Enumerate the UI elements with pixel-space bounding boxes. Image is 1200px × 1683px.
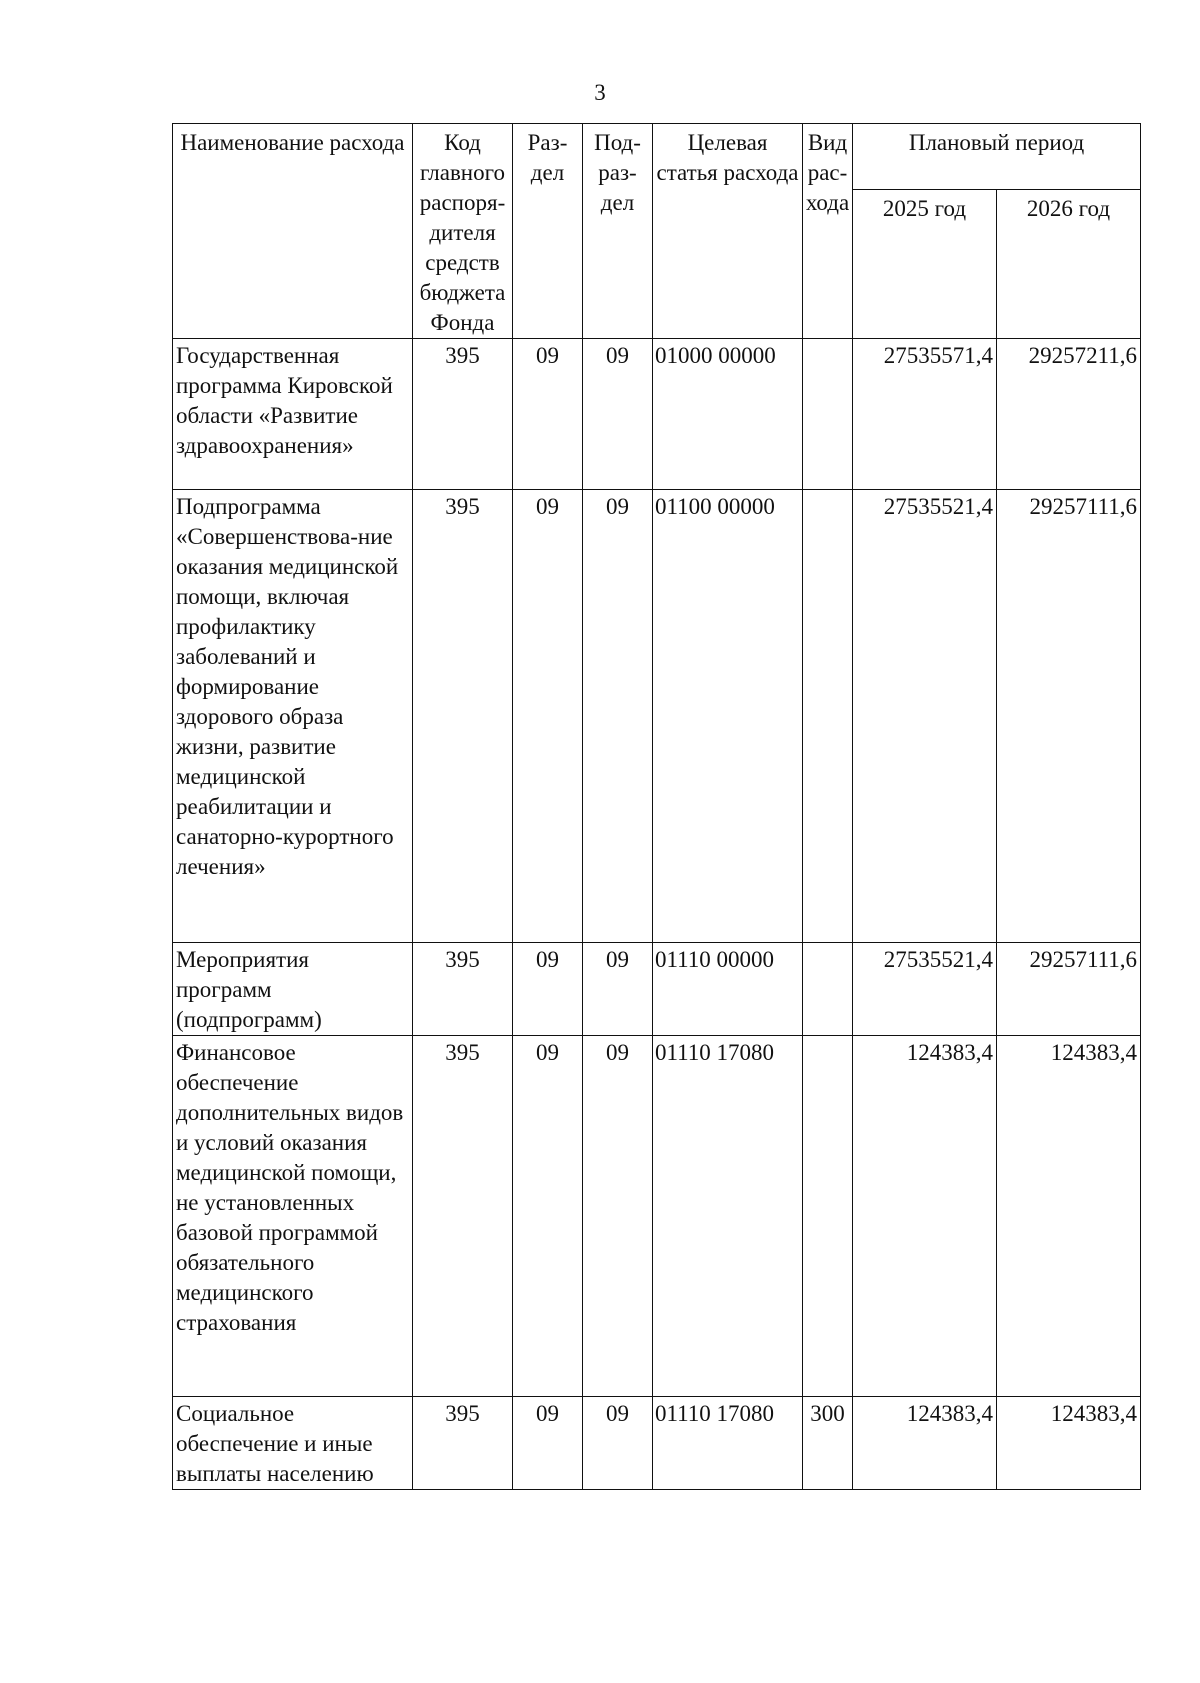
header-subsection: Под-раз-дел [583,124,653,339]
header-chief-code: Код главного распоря-дителя средств бюджета Фонда [413,124,513,339]
cell-name: Государственная программа Кировской области «Развитие здравоохранения» [173,339,413,490]
table-row [173,339,1141,490]
cell-type [803,490,853,943]
cell-subsection: 09 [583,339,653,490]
cell-2025: 124383,4 [853,1397,997,1490]
cell-2025: 27535521,4 [853,943,997,1036]
cell-type [803,339,853,490]
cell-2025: 27535521,4 [853,490,997,943]
cell-code: 395 [413,943,513,1036]
cell-section: 09 [513,1036,583,1397]
budget-table [172,123,1141,1490]
cell-code: 395 [413,490,513,943]
cell-subsection: 09 [583,490,653,943]
cell-code: 395 [413,339,513,490]
cell-2026: 124383,4 [997,1036,1141,1397]
cell-section: 09 [513,943,583,1036]
cell-type [803,943,853,1036]
table-row [173,490,1141,943]
cell-target: 01000 00000 [653,339,803,490]
header-name: Наименование расхода [173,124,413,339]
cell-subsection: 09 [583,1397,653,1490]
cell-2025: 27535571,4 [853,339,997,490]
cell-name: Подпрограмма «Совершенствова-ние оказания медицинской помощи, включая профилактику заболеваний и формирование здорового образа жизни, развитие медицинской реабилитации и санаторно-курортного лечения» [173,490,413,943]
cell-2026: 29257111,6 [997,490,1141,943]
cell-2025: 124383,4 [853,1036,997,1397]
cell-2026: 124383,4 [997,1397,1141,1490]
cell-2026: 29257211,6 [997,339,1141,490]
header-section: Раз-дел [513,124,583,339]
header-target-item: Целевая статья расхода [653,124,803,339]
cell-section: 09 [513,1397,583,1490]
table-row [173,1036,1141,1397]
header-expense-type: Вид рас-хода [803,124,853,339]
cell-subsection: 09 [583,1036,653,1397]
header-planned-period: Плановый период [853,124,1141,190]
cell-type [803,1036,853,1397]
cell-2026: 29257111,6 [997,943,1141,1036]
header-row [173,124,1141,190]
cell-target: 01110 17080 [653,1036,803,1397]
cell-name: Мероприятия программ (подпрограмм) [173,943,413,1036]
cell-target: 01110 00000 [653,943,803,1036]
cell-section: 09 [513,490,583,943]
page-number: 3 [594,80,606,105]
cell-code: 395 [413,1397,513,1490]
table-row [173,1397,1141,1490]
cell-subsection: 09 [583,943,653,1036]
cell-name: Финансовое обеспечение дополнительных видов и условий оказания медицинской помощи, не установленных базовой программой обязательного медицинского страхования [173,1036,413,1397]
table-row [173,943,1141,1036]
cell-target: 01100 00000 [653,490,803,943]
cell-target: 01110 17080 [653,1397,803,1490]
cell-type: 300 [803,1397,853,1490]
cell-name: Социальное обеспечение и иные выплаты населению [173,1397,413,1490]
cell-section: 09 [513,339,583,490]
header-year-2026: 2026 год [997,189,1141,338]
cell-code: 395 [413,1036,513,1397]
header-year-2025: 2025 год [853,189,997,338]
